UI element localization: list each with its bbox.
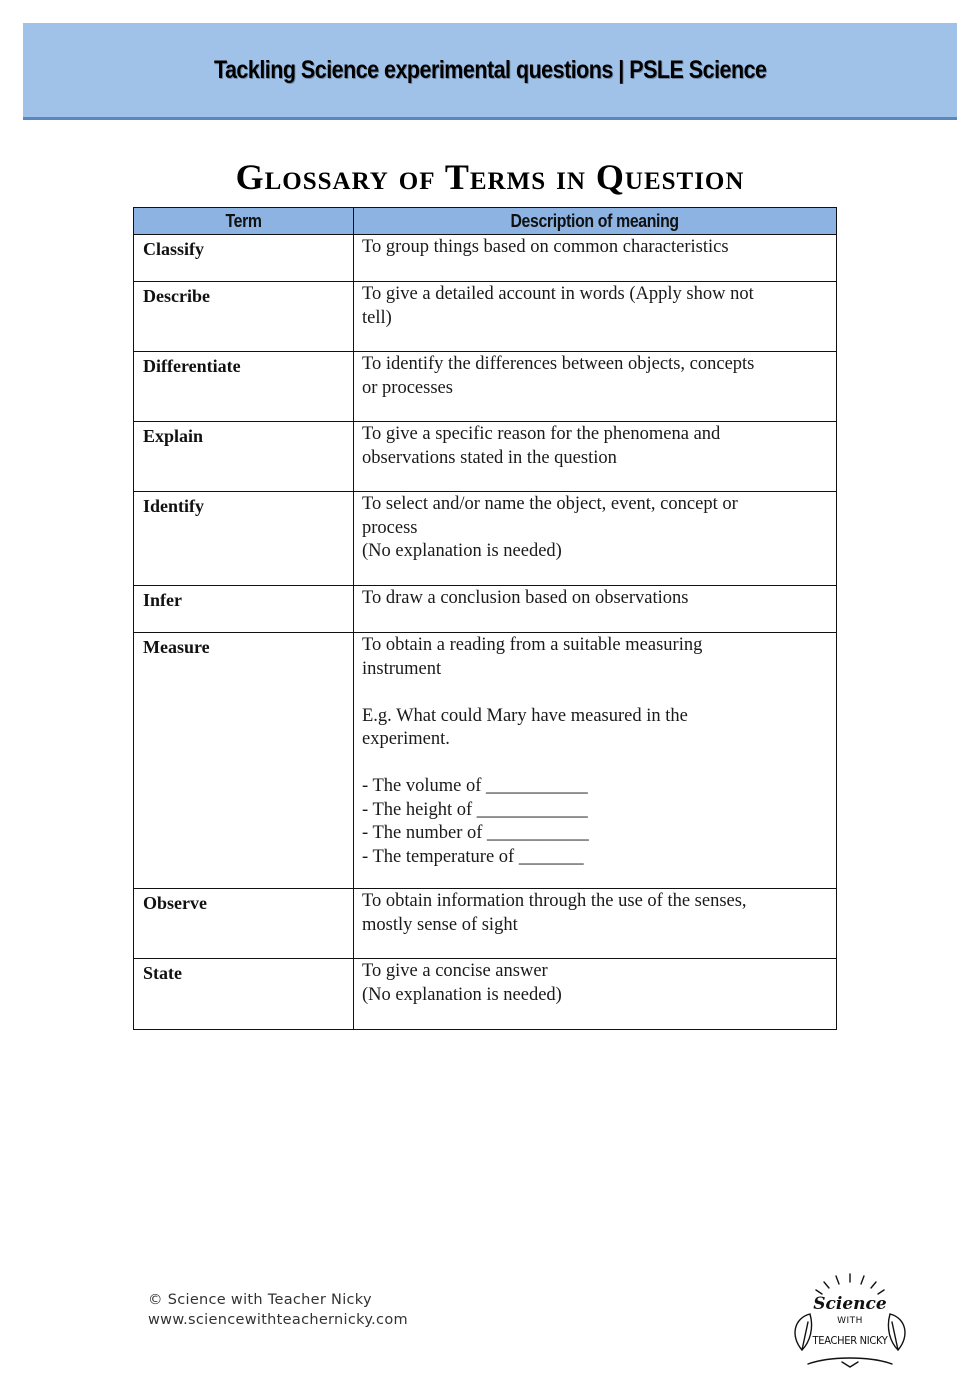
description-line: To identify the differences between objects, concepts xyxy=(362,354,755,374)
banner-title: Tackling Science experimental questions | PSLE Science xyxy=(213,55,767,84)
description-line: mostly sense of sight xyxy=(362,914,518,935)
description-line: (No explanation is needed) xyxy=(362,984,562,1005)
description-line xyxy=(362,681,828,705)
glossary-body xyxy=(134,235,837,1030)
description-line: - The number of ___________ xyxy=(362,823,589,843)
table-row xyxy=(134,959,837,1030)
description-cell xyxy=(354,422,837,492)
term-cell: Measure xyxy=(134,633,354,889)
copyright-text: © Science with Teacher Nicky xyxy=(148,1292,372,1308)
term-cell: Classify xyxy=(134,235,354,282)
description-line: - The height of ____________ xyxy=(362,799,588,820)
description-line: To obtain a reading from a suitable measuring xyxy=(362,635,703,655)
description-line: - The volume of ___________ xyxy=(362,776,588,796)
term-cell: Explain xyxy=(134,422,354,492)
column-header-term-label: Term xyxy=(225,210,262,231)
table-row xyxy=(134,586,837,633)
description-cell xyxy=(354,352,837,422)
logo-text-science: Science xyxy=(813,1294,887,1314)
description-line: E.g. What could Mary have measured in the xyxy=(362,705,688,726)
header-banner xyxy=(23,23,957,120)
brand-logo xyxy=(780,1270,920,1370)
description-line: To give a specific reason for the phenomena and xyxy=(362,424,721,444)
table-header-row xyxy=(134,208,837,235)
term-cell: Differentiate xyxy=(134,352,354,422)
description-line: To obtain information through the use of the senses, xyxy=(362,891,747,911)
term-cell: Identify xyxy=(134,492,354,586)
description-line: observations stated in the question xyxy=(362,447,617,468)
description-line: tell) xyxy=(362,307,392,328)
footer xyxy=(148,1290,408,1330)
term-cell: Observe xyxy=(134,889,354,959)
page-title: Glossary of Terms in Question xyxy=(235,157,745,197)
table-row xyxy=(134,889,837,959)
description-cell xyxy=(354,492,837,586)
description-cell xyxy=(354,889,837,959)
description-line: or processes xyxy=(362,377,453,398)
description-line: To give a detailed account in words (Apply show not xyxy=(362,284,754,304)
description-line: To group things based on common characteristics xyxy=(362,237,729,257)
table-row xyxy=(134,422,837,492)
table-row xyxy=(134,492,837,586)
glossary-table xyxy=(133,207,837,1030)
term-cell: Infer xyxy=(134,586,354,633)
description-cell xyxy=(354,586,837,633)
description-cell xyxy=(354,282,837,352)
description-line: To select and/or name the object, event, concept or xyxy=(362,494,738,514)
term-cell: State xyxy=(134,959,354,1030)
column-header-description-label: Description of meaning xyxy=(510,210,680,231)
description-line: - The temperature of _______ xyxy=(362,846,584,867)
description-cell xyxy=(354,235,837,282)
description-line: To give a concise answer xyxy=(362,961,548,981)
logo-text-with: WITH xyxy=(837,1316,863,1326)
column-header-term xyxy=(134,208,354,235)
description-line: process xyxy=(362,517,418,538)
logo-text-name: TEACHER NICKY xyxy=(812,1334,888,1347)
table-row xyxy=(134,282,837,352)
description-line: (No explanation is needed) xyxy=(362,541,562,561)
description-line xyxy=(362,752,828,776)
column-header-description xyxy=(354,208,837,235)
table-row xyxy=(134,235,837,282)
description-line: experiment. xyxy=(362,729,450,749)
table-row xyxy=(134,633,837,889)
website-link[interactable]: www.sciencewithteachernicky.com xyxy=(148,1312,408,1328)
description-line: To draw a conclusion based on observations xyxy=(362,588,689,608)
description-line: instrument xyxy=(362,658,442,679)
table-row xyxy=(134,352,837,422)
term-cell: Describe xyxy=(134,282,354,352)
description-cell xyxy=(354,633,837,889)
description-cell xyxy=(354,959,837,1030)
